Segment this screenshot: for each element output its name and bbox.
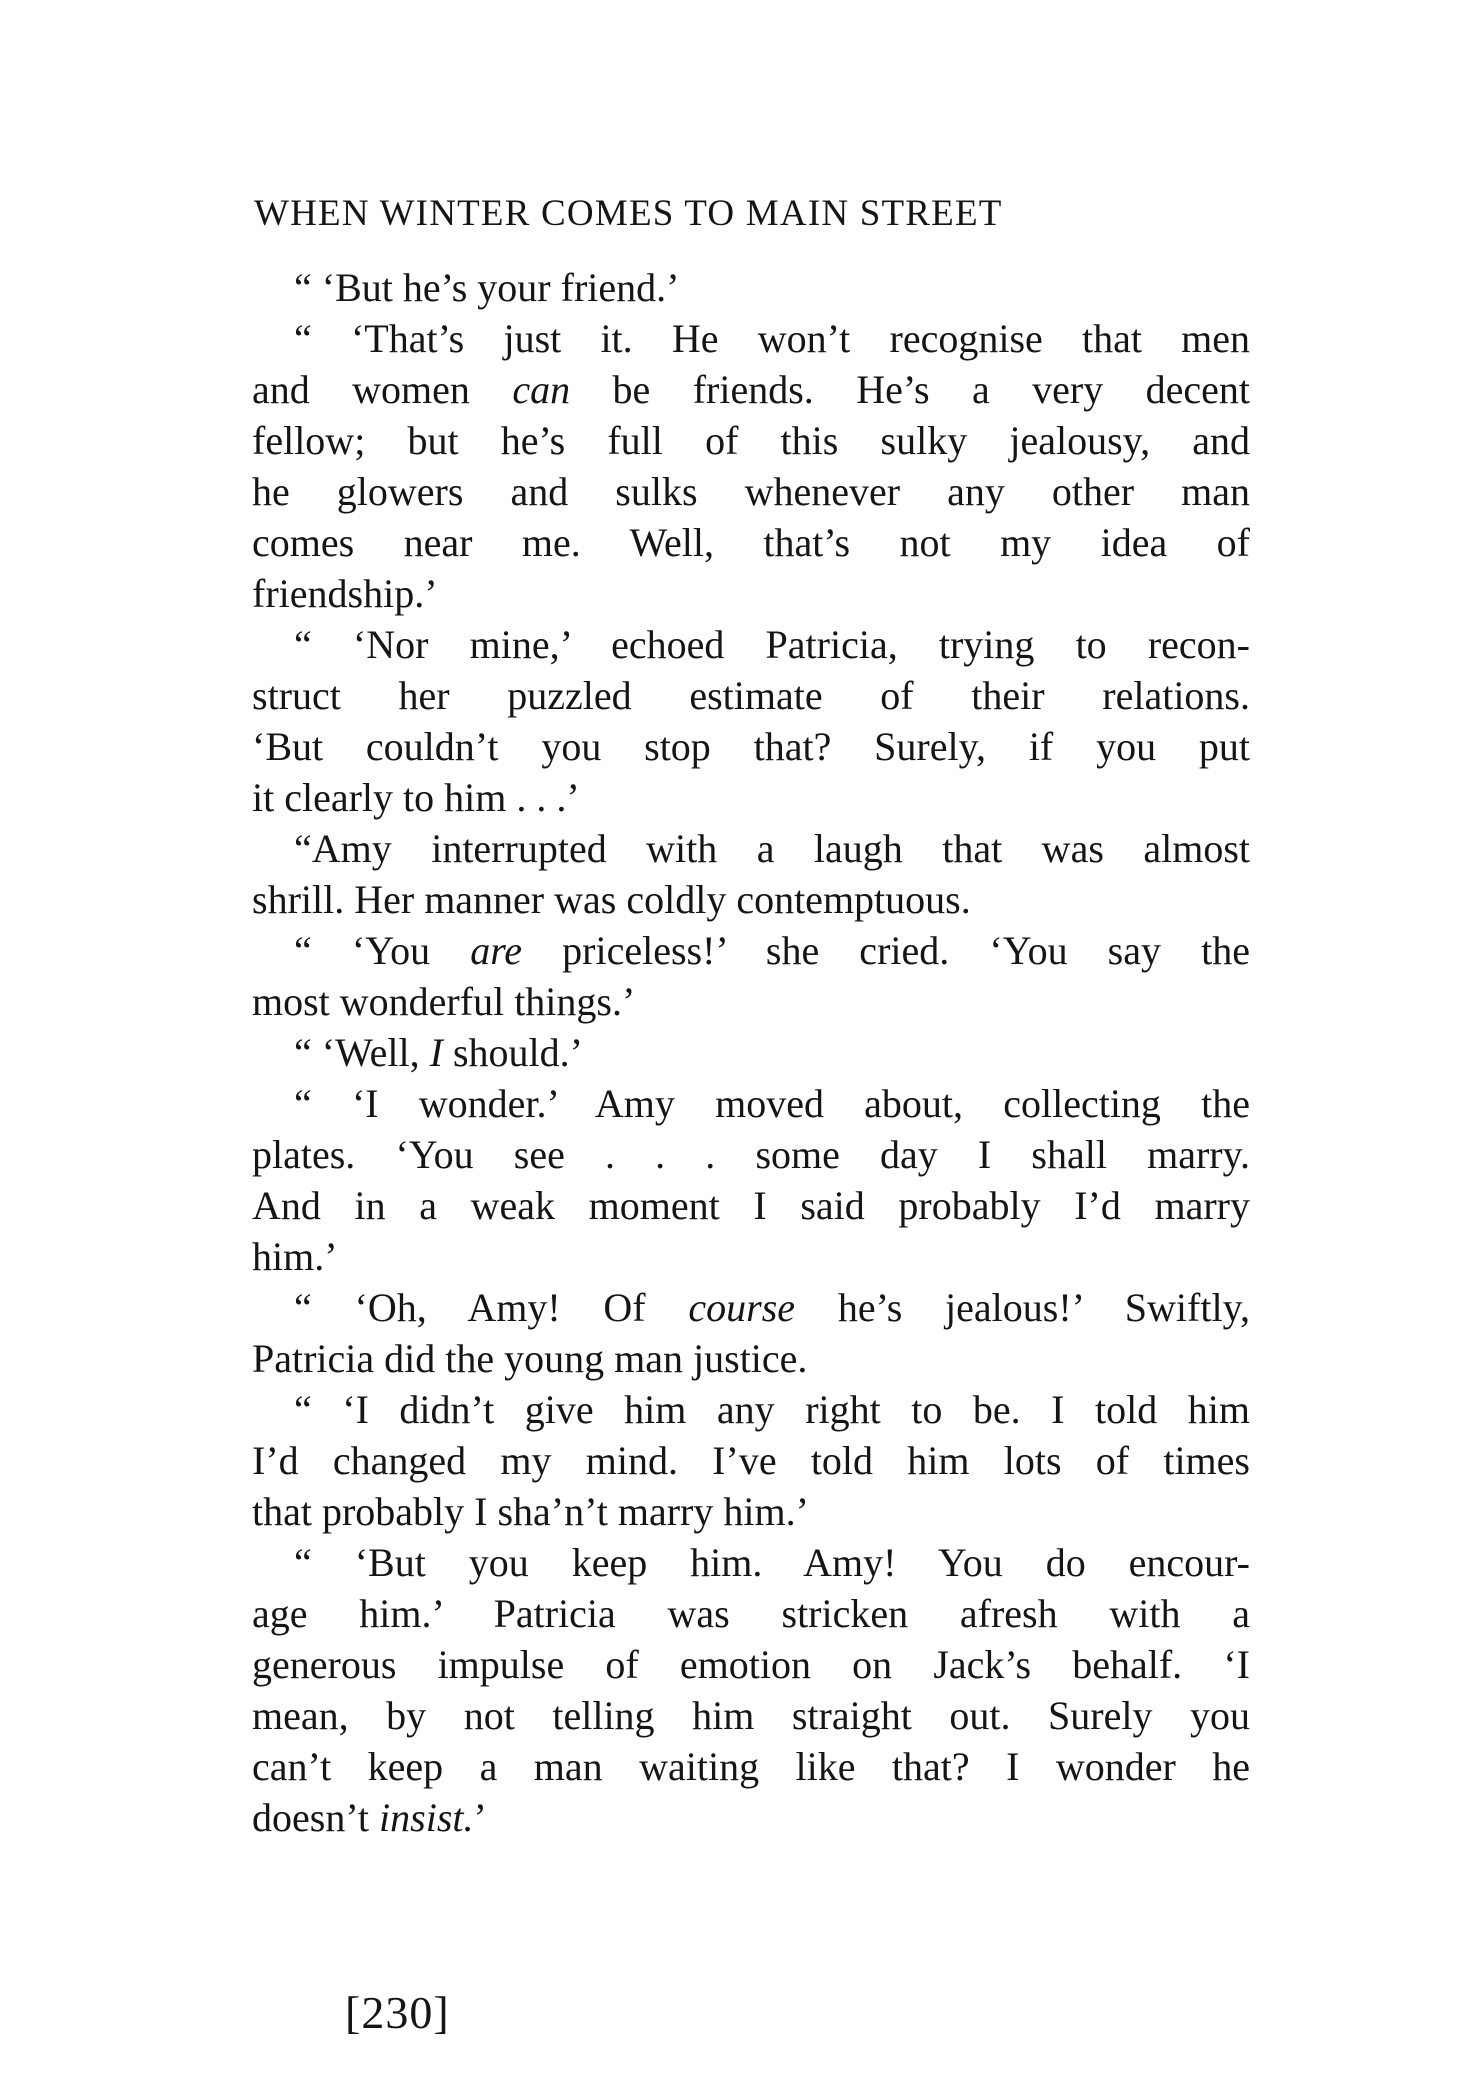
text-line: can’t keep a man waiting like that? I wonder he [252, 1744, 1250, 1789]
text-line: struct her puzzled estimate of their relations. [252, 673, 1250, 718]
text-line: generous impulse of emotion on Jack’s behalf. ‘I [252, 1642, 1250, 1687]
paragraph [252, 925, 1250, 1027]
text-line: doesn’t insist.’ [252, 1795, 487, 1840]
text-line: he glowers and sulks whenever any other man [252, 469, 1250, 514]
text-line: Patricia did the young man justice. [252, 1336, 808, 1381]
text-line: mean, by not telling him straight out. Surely you [252, 1693, 1250, 1738]
paragraph [252, 313, 1250, 619]
page-number: [230] [345, 1987, 450, 2038]
text-line: “ ‘Well, I should.’ [294, 1030, 583, 1075]
text-line: “ ‘But he’s your friend.’ [294, 265, 680, 310]
text-line: and women can be friends. He’s a very decent [252, 367, 1250, 412]
running-head: WHEN WINTER COMES TO MAIN STREET [254, 193, 1003, 234]
italic-emphasis: are [470, 928, 523, 973]
text-line: age him.’ Patricia was stricken afresh with a [252, 1591, 1250, 1636]
text-line: “ ‘But you keep him. Amy! You do encour- [294, 1540, 1250, 1585]
italic-emphasis: course [688, 1285, 796, 1330]
text-line: shrill. Her manner was coldly contemptuous. [252, 877, 971, 922]
text-line: “ ‘Nor mine,’ echoed Patricia, trying to recon- [294, 622, 1250, 667]
paragraph [252, 823, 1250, 925]
paragraph [252, 1027, 1250, 1078]
paragraph [252, 1078, 1250, 1282]
text-line: that probably I sha’n’t marry him.’ [252, 1489, 809, 1534]
text-line: it clearly to him . . .’ [252, 775, 580, 820]
text-line: comes near me. Well, that’s not my idea of [252, 520, 1250, 565]
text-line: fellow; but he’s full of this sulky jealousy, and [252, 418, 1250, 463]
text-line: “ ‘I didn’t give him any right to be. I told him [294, 1387, 1250, 1432]
paragraph [252, 1282, 1250, 1384]
paragraph [252, 1537, 1250, 1843]
text-line: And in a weak moment I said probably I’d marry [252, 1183, 1250, 1228]
text-line: “ ‘That’s just it. He won’t recognise that men [294, 316, 1250, 361]
body-text [252, 262, 1250, 1843]
text-line: him.’ [252, 1234, 338, 1279]
paragraph [252, 1384, 1250, 1537]
text-line: “Amy interrupted with a laugh that was almost [294, 826, 1250, 871]
text-line: I’d changed my mind. I’ve told him lots of times [252, 1438, 1250, 1483]
text-line: “ ‘Oh, Amy! Of course he’s jealous!’ Swiftly, [294, 1285, 1250, 1330]
italic-emphasis: can [512, 367, 571, 412]
italic-emphasis: I [429, 1030, 443, 1075]
paragraph [252, 619, 1250, 823]
text-line: “ ‘I wonder.’ Amy moved about, collecting the [294, 1081, 1250, 1126]
text-line: ‘But couldn’t you stop that? Surely, if you put [252, 724, 1250, 769]
paragraph [252, 262, 1250, 313]
italic-emphasis: insist. [379, 1795, 474, 1840]
text-line: friendship.’ [252, 571, 438, 616]
text-line: “ ‘You are priceless!’ she cried. ‘You say the [294, 928, 1250, 973]
text-line: most wonderful things.’ [252, 979, 636, 1024]
text-line: plates. ‘You see . . . some day I shall marry. [252, 1132, 1250, 1177]
